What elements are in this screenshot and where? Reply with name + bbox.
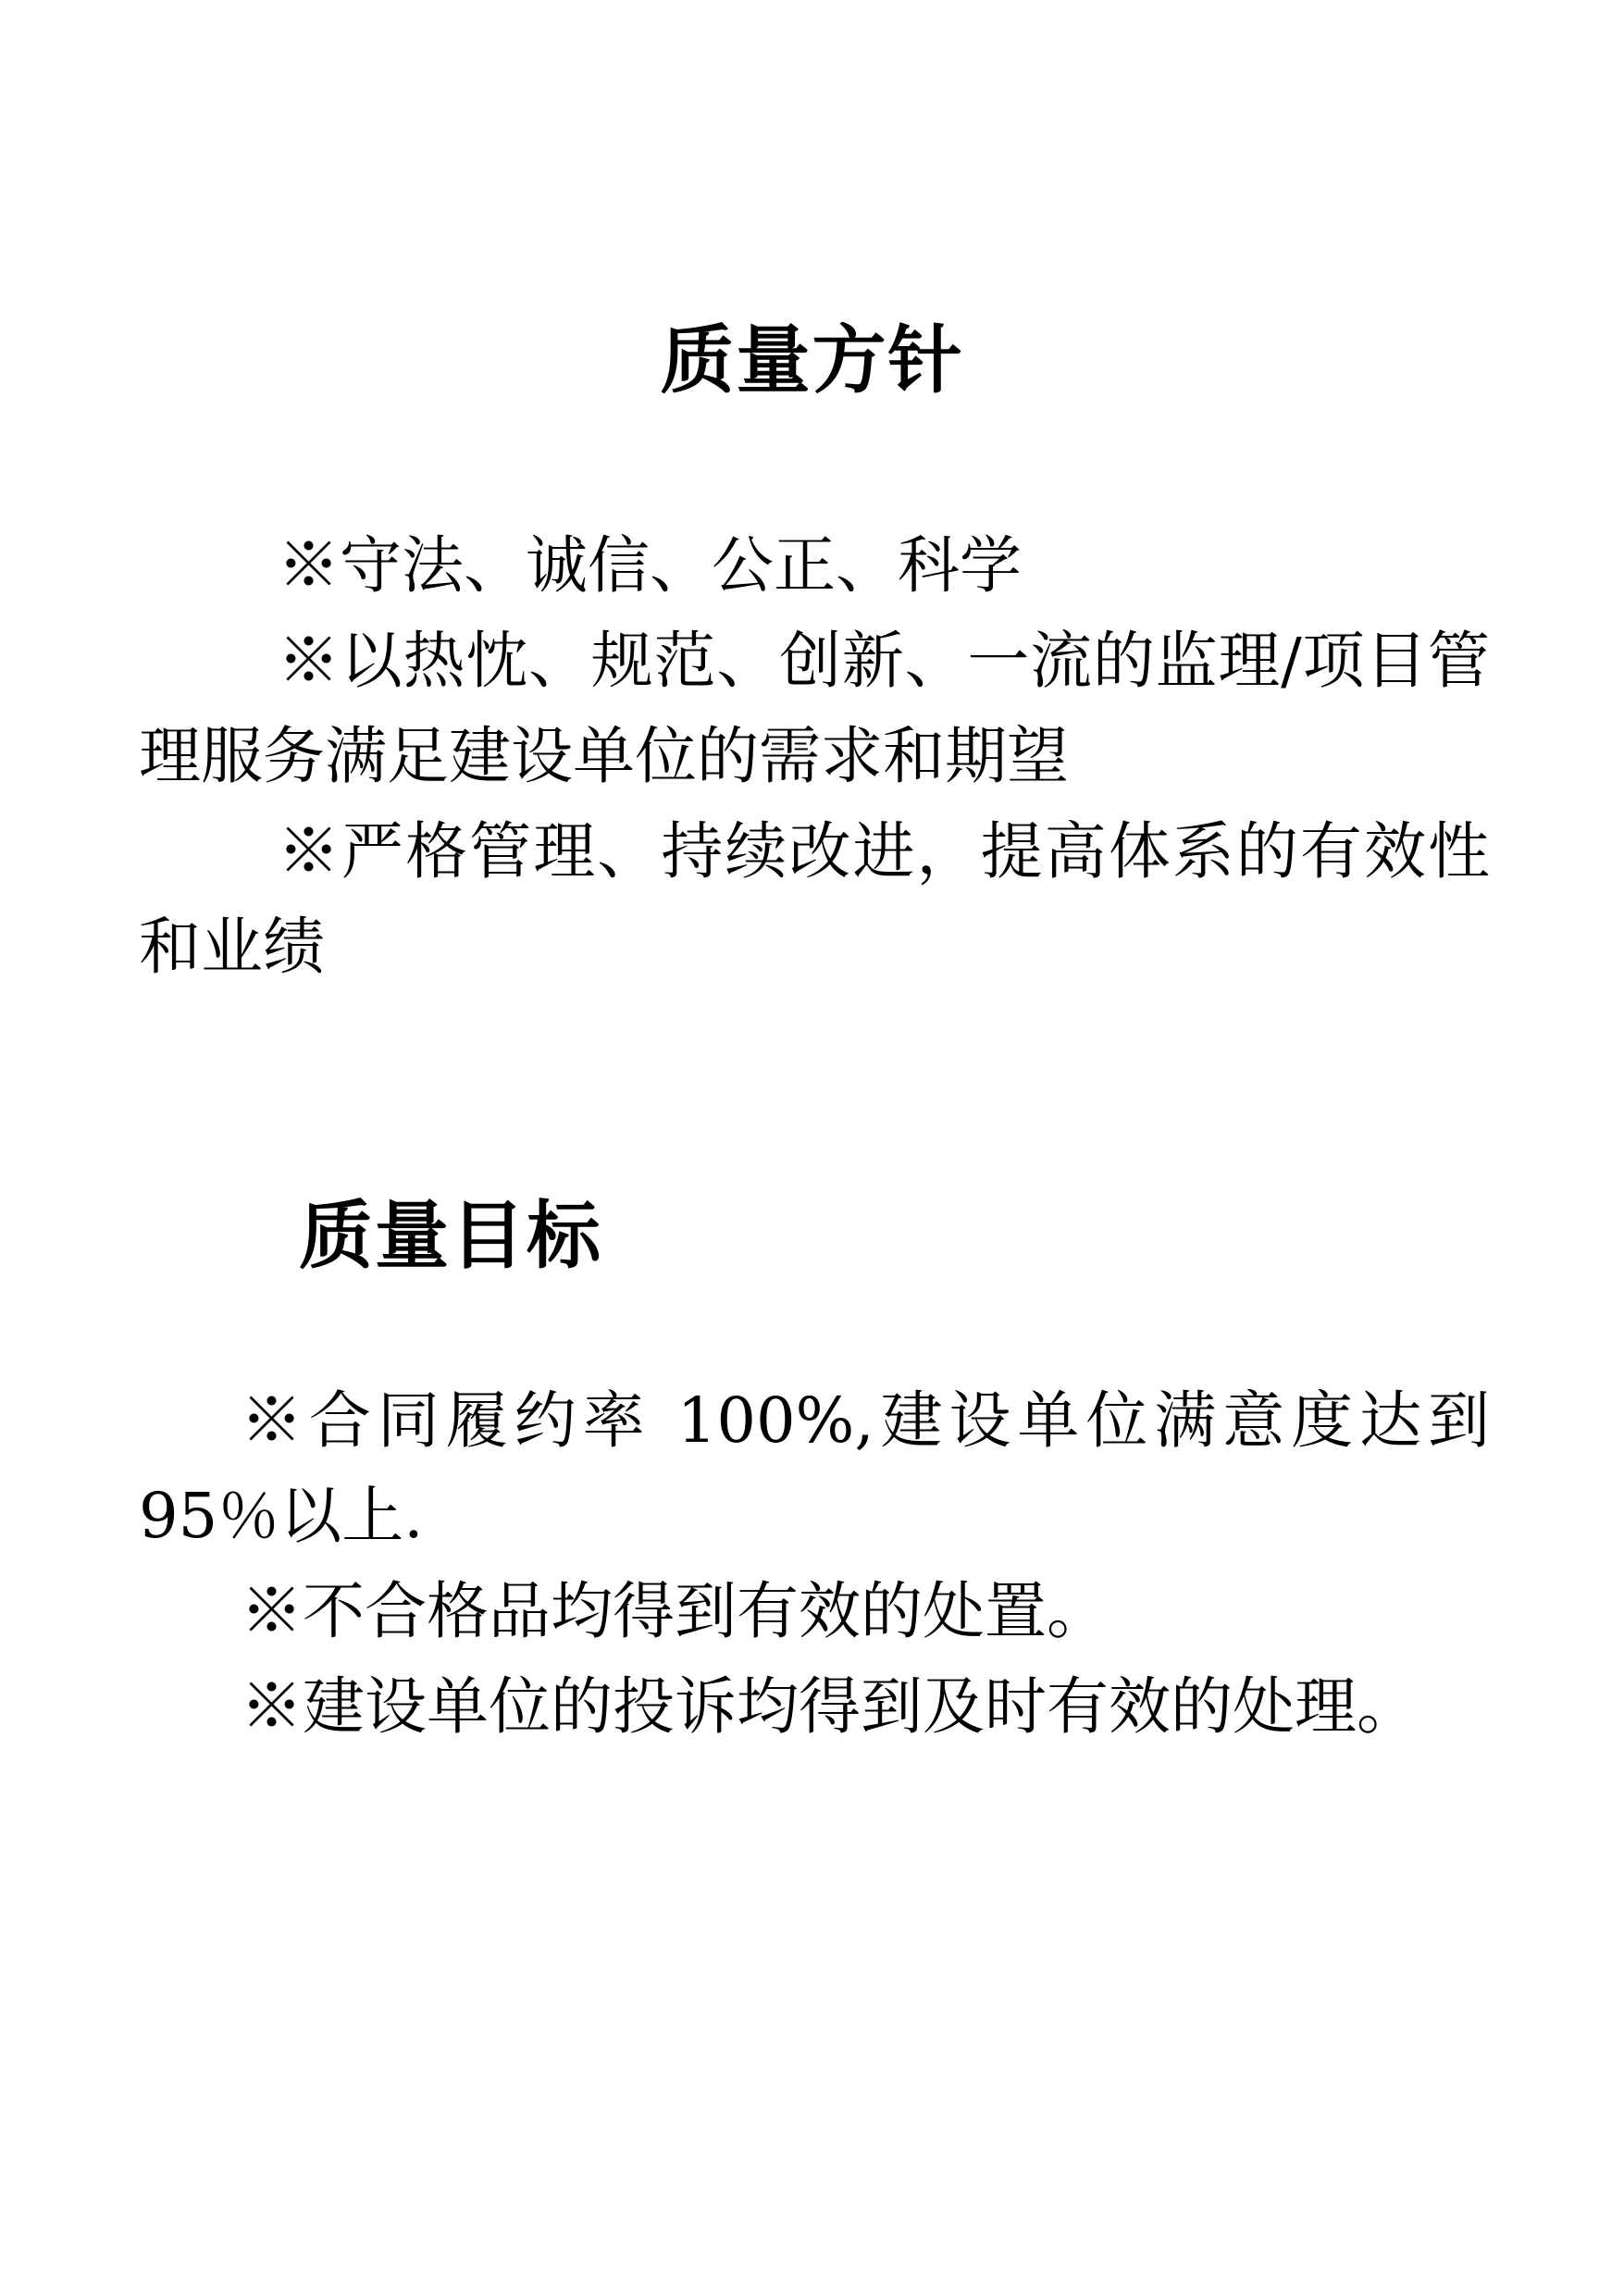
quality-policy-item: ※严格管理、持续改进，提高体系的有效性和业绩 — [139, 815, 1490, 983]
quality-objective-item: ※合同履约率 100%,建设单位满意度达到95％以上. — [139, 1384, 1490, 1552]
quality-objectives-title: 质量目标 — [299, 1193, 602, 1279]
quality-objective-item: ※建设单位的投诉均得到及时有效的处理。 — [241, 1670, 1419, 1743]
quality-policy-item: ※以热忱、规范、创新、一流的监理/项目管理服务满足建设单位的需求和期望 — [139, 625, 1490, 792]
quality-policy-item: ※守法、诚信、公正、科学 — [278, 529, 1022, 602]
quality-objectives-list — [139, 1373, 1490, 1755]
quality-objective-item: ※不合格品均得到有效的处置。 — [241, 1575, 1109, 1647]
quality-policy-list — [139, 518, 1490, 995]
quality-policy-title: 质量方针 — [660, 317, 964, 403]
